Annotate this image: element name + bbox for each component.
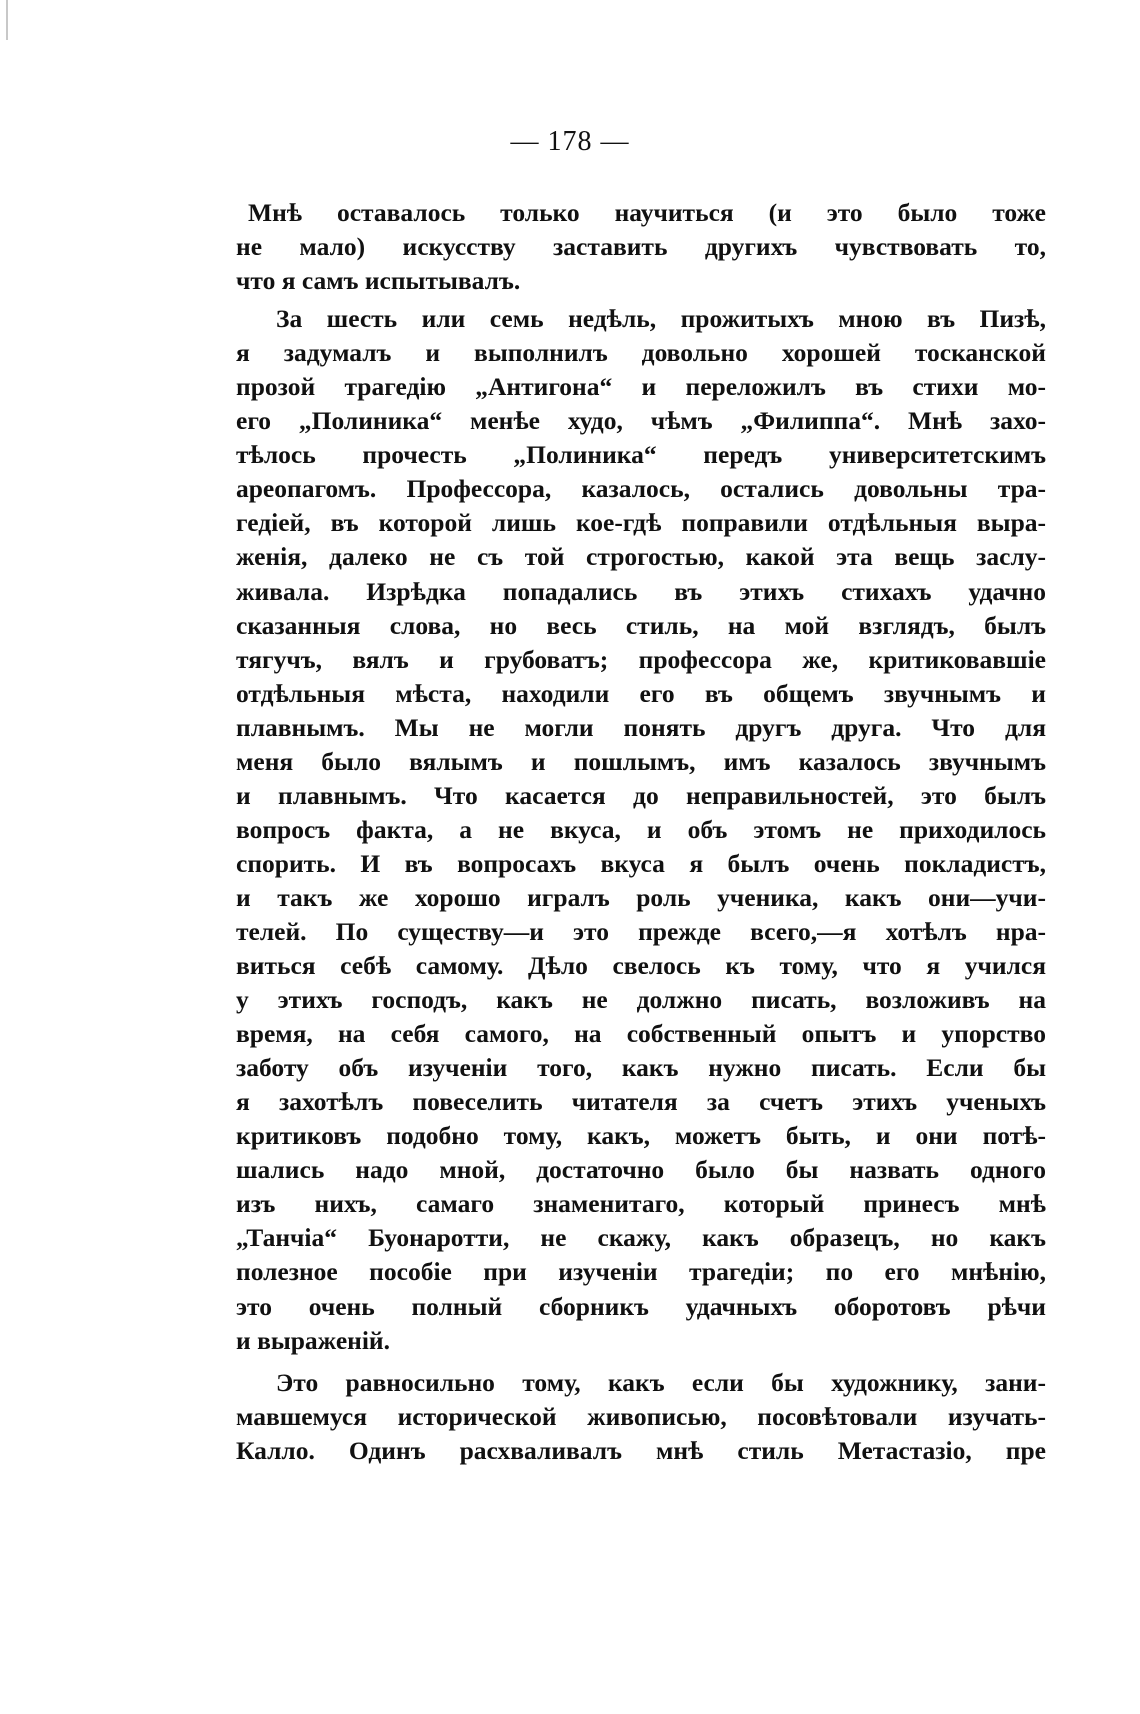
- text-line: шались надо мной, достаточно было бы назвать одного: [236, 1155, 1046, 1185]
- text-line: мавшемуся исторической живописью, посовѣтовали изучать-: [236, 1401, 1046, 1431]
- text-line: живала. Изрѣдка попадались въ этихъ стихахъ удачно: [236, 576, 1046, 606]
- text-line: изъ нихъ, самаго знаменитаго, который принесъ мнѣ: [236, 1189, 1046, 1219]
- text-line: у этихъ господъ, какъ не должно писать, возложивъ на: [236, 985, 1046, 1015]
- text-line: тѣлось прочесть „Полиника“ передъ университетскимъ: [236, 440, 1046, 470]
- text-line: заботу объ изученіи того, какъ нужно писать. Если бы: [236, 1053, 1046, 1083]
- page-number: — 178 —: [510, 126, 630, 157]
- text-line: спорить. И въ вопросахъ вкуса я былъ очень покладистъ,: [236, 848, 1046, 878]
- text-line: и плавнымъ. Что касается до неправильностей, это былъ: [236, 780, 1046, 810]
- text-line: гедіей, въ которой лишь кое-гдѣ поправили отдѣльныя выра-: [236, 508, 1046, 538]
- text-line: сказанныя слова, но весь стиль, на мой взглядъ, былъ: [236, 610, 1046, 640]
- body-text: [236, 196, 1046, 1468]
- text-line: я задумалъ и выполнилъ довольно хорошей тосканской: [236, 338, 1046, 368]
- scan-edge-line: [6, 0, 8, 40]
- text-line: Калло. Одинъ расхваливалъ мнѣ стиль Метастазіо, пре: [236, 1435, 1046, 1465]
- text-line: время, на себя самого, на собственный опытъ и упорство: [236, 1019, 1046, 1049]
- text-line: критиковъ подобно тому, какъ, можетъ быть, и они потѣ-: [236, 1121, 1046, 1151]
- text-line: я захотѣлъ повеселить читателя за счетъ этихъ ученыхъ: [236, 1087, 1046, 1117]
- text-line: ареопагомъ. Профессора, казалось, остались довольны тра-: [236, 474, 1046, 504]
- text-line: тягучъ, вялъ и грубоватъ; профессора же, критиковавшіе: [236, 644, 1046, 674]
- text-line: отдѣльныя мѣста, находили его въ общемъ звучнымъ и: [236, 678, 1046, 708]
- text-line: не мало) искусству заставить другихъ чувствовать то,: [236, 232, 1046, 262]
- text-line: что я самъ испытывалъ.: [236, 266, 521, 296]
- text-line: меня было вялымъ и пошлымъ, имъ казалось звучнымъ: [236, 746, 1046, 776]
- text-line: женія, далеко не съ той строгостью, какой эта вещь заслу-: [236, 542, 1046, 572]
- text-line: прозой трагедію „Антигона“ и переложилъ въ стихи мо-: [236, 372, 1046, 402]
- text-line: За шесть или семь недѣль, прожитыхъ мною въ Пизѣ,: [276, 304, 1046, 334]
- text-line: его „Полиника“ менѣе худо, чѣмъ „Филиппа“. Мнѣ захо-: [236, 406, 1046, 436]
- text-line: и выраженій.: [236, 1325, 390, 1355]
- text-line: телей. По существу—и это прежде всего,—я хотѣлъ нра-: [236, 916, 1046, 946]
- text-line: это очень полный сборникъ удачныхъ оборотовъ рѣчи: [236, 1291, 1046, 1321]
- text-line: плавнымъ. Мы не могли понять другъ друга. Что для: [236, 712, 1046, 742]
- text-line: виться себѣ самому. Дѣло свелось къ тому, что я учился: [236, 951, 1046, 981]
- text-line: „Танчіа“ Буонаротти, не скажу, какъ образецъ, но какъ: [236, 1223, 1046, 1253]
- text-line: и такъ же хорошо игралъ роль ученика, какъ они—учи-: [236, 882, 1046, 912]
- text-line: Это равносильно тому, какъ если бы художнику, зани-: [276, 1367, 1046, 1397]
- text-line: полезное пособіе при изученіи трагедіи; по его мнѣнію,: [236, 1257, 1046, 1287]
- text-line: Мнѣ оставалось только научиться (и это было тоже: [248, 198, 1046, 227]
- text-line: вопросъ факта, а не вкуса, и объ этомъ не приходилось: [236, 814, 1046, 844]
